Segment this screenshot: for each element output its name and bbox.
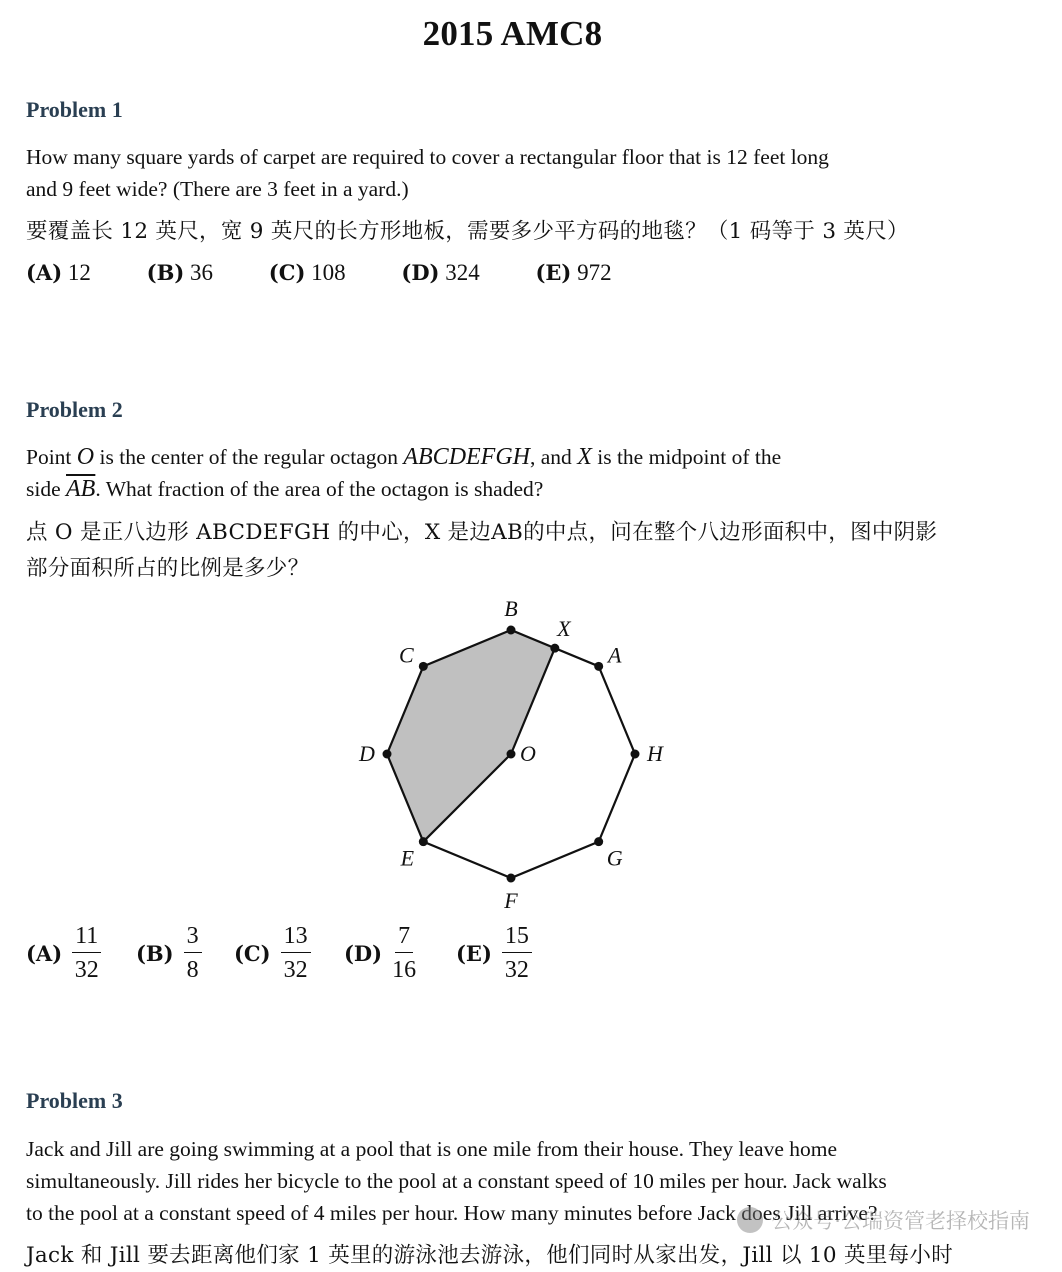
problem-3-text-line-2: simultaneously. Jill rides her bicycle to the pool at a constant speed of 10 miles per hour. Jack walks	[26, 1169, 887, 1193]
problem-2-text-line-2: side $\overline{AB}$. What fraction of the area of the octagon is shaded?	[26, 476, 544, 502]
problem-1-choices	[26, 260, 662, 286]
problem-1-heading: Problem 1	[26, 97, 123, 122]
point-e	[419, 837, 428, 846]
choice-c: (C) $\frac{13}{32}$	[234, 918, 311, 988]
problem-3-text-line-3: to the pool at a constant speed of 4 miles per hour. How many minutes before Jack does Jill arrive?	[26, 1201, 878, 1225]
label-e: E	[400, 845, 415, 871]
label-b: B	[504, 596, 518, 622]
label-o: O	[520, 741, 536, 767]
problem-2-text-line-1: Point O is the center of the regular octagon ABCDEFGH, and X is the midpoint of the	[26, 444, 782, 470]
problem-2-chinese-line-1: 点 O 是正八边形 ABCDEFGH 的中心，X 是边AB的中点，问在整个八边形面积中，图中阴影	[26, 520, 938, 545]
choice-e: (E) 972	[535, 260, 612, 285]
point-x	[550, 644, 559, 653]
label-d: D	[359, 741, 375, 767]
label-h: H	[647, 741, 663, 767]
octagon-figure	[300, 595, 720, 915]
problem-1-text-line-1: How many square yards of carpet are required to cover a rectangular floor that is 12 feet long	[26, 145, 829, 169]
label-x: X	[557, 616, 571, 642]
choice-b: (B) 36	[146, 260, 214, 285]
problem-2-chinese-line-2: 部分面积所占的比例是多少？	[26, 556, 310, 581]
watermark-text: 公众号·公瑞资管老择校指南	[771, 1209, 1030, 1233]
point-f	[507, 874, 516, 883]
choice-c: (C) 108	[268, 260, 346, 285]
problem-1-text-line-2: and 9 feet wide? (There are 3 feet in a yard.)	[26, 177, 409, 201]
choice-b: (B) $\frac{3}{8}$	[136, 918, 202, 988]
choice-d: (D) 324	[401, 260, 480, 285]
choice-d: (D) $\frac{7}{16}$	[344, 923, 417, 983]
choice-a: (A) 12	[26, 260, 91, 285]
choice-e: (E) $\frac{15}{32}$	[456, 918, 532, 988]
problem-3-heading: Problem 3	[26, 1088, 123, 1113]
label-f: F	[504, 888, 518, 914]
label-g: G	[606, 845, 623, 871]
point-g	[594, 837, 603, 846]
point-c	[419, 662, 428, 671]
wechat-logo-icon	[737, 1207, 763, 1233]
label-c: C	[398, 642, 414, 668]
watermark	[737, 1205, 1030, 1235]
document-title: 2015 AMC8	[422, 14, 603, 53]
point-h	[631, 750, 640, 759]
point-b	[507, 626, 516, 635]
choice-a: (A) $\frac{11}{32}$	[26, 918, 101, 988]
point-d	[383, 750, 392, 759]
problem-3-chinese-partial: Jack 和 Jill 要去距离他们家 1 英里的游泳池去游泳，他们同时从家出发，Jill 以 10 英里每小时	[26, 1243, 954, 1268]
problem-2-heading: Problem 2	[26, 397, 123, 422]
point-o	[507, 750, 516, 759]
problem-3-text-line-1: Jack and Jill are going swimming at a pool that is one mile from their house. They leave home	[26, 1137, 838, 1161]
label-a: A	[607, 642, 622, 668]
problem-1-chinese-text: 要覆盖长 12 英尺，宽 9 英尺的长方形地板，需要多少平方码的地毯？（1 码等于 3 英尺）	[26, 219, 909, 244]
point-a	[594, 662, 603, 671]
